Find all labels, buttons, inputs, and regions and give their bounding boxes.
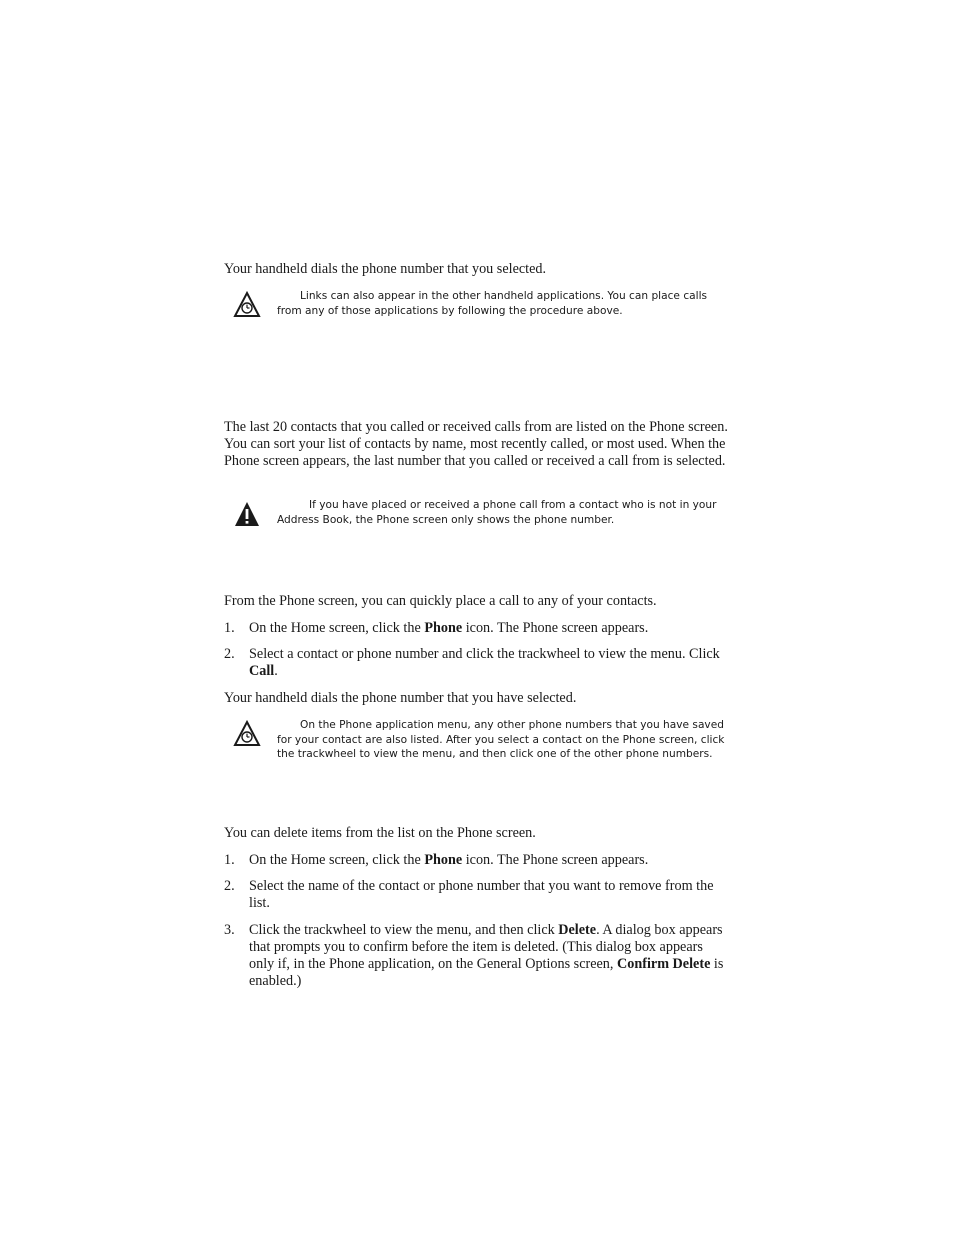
place-call-intro: From the Phone screen, you can quickly place a call to any of your contacts. (224, 593, 657, 609)
tip-icon (232, 289, 262, 319)
place-call-tip-text: On the Phone application menu, any other phone numbers that you have saved for your contact are also listed. After you select a contact on the Phone screen, click the trackwheel to view the menu, and then click one of the other phone numbers. (277, 719, 725, 761)
step-number: 1. (224, 852, 235, 868)
delete-step-3: 3. Click the trackwheel to view the menu, and then click Delete. A dialog box appears that prompts you to confirm before the item is deleted. (This dialog box appears only if, in the Phone application, on the General Options screen, Confirm Delete is enabled.) (224, 922, 724, 989)
links-result-text: Your handheld dials the phone number that you selected. (224, 261, 547, 277)
step-number: 1. (224, 620, 235, 636)
place-call-tip-note (232, 718, 732, 762)
place-call-result: Your handheld dials the phone number that you have selected. (224, 690, 577, 706)
warning-icon (232, 498, 262, 528)
links-tip-note (232, 289, 732, 318)
phone-screen-warning-text: If you have placed or received a phone call from a contact who is not in your Address Book, the Phone screen only shows the phone number. (277, 499, 717, 526)
links-tip-text: Links can also appear in the other handheld applications. You can place calls from any of those applications by following the procedure above. (277, 290, 708, 317)
phone-screen-warning-note (232, 498, 732, 527)
place-call-step-2: 2. Select a contact or phone number and click the trackwheel to view the menu. Click Call. (224, 646, 720, 679)
step-number: 2. (224, 646, 235, 662)
delete-step-1: 1. On the Home screen, click the Phone icon. The Phone screen appears. (224, 852, 649, 868)
step-number: 3. (224, 922, 235, 938)
tip-icon (232, 718, 262, 748)
delete-items-intro: You can delete items from the list on the Phone screen. (224, 825, 536, 841)
place-call-step-1: 1. On the Home screen, click the Phone icon. The Phone screen appears. (224, 620, 649, 636)
delete-step-2: 2. Select the name of the contact or phone number that you want to remove from the list. (224, 878, 714, 911)
phone-screen-intro: The last 20 contacts that you called or received calls from are listed on the Phone screen. You can sort your list of contacts by name, most recently called, or most used. When the Phone screen appears, the last number that you called or received a call from is selected. (224, 419, 728, 469)
step-number: 2. (224, 878, 235, 894)
